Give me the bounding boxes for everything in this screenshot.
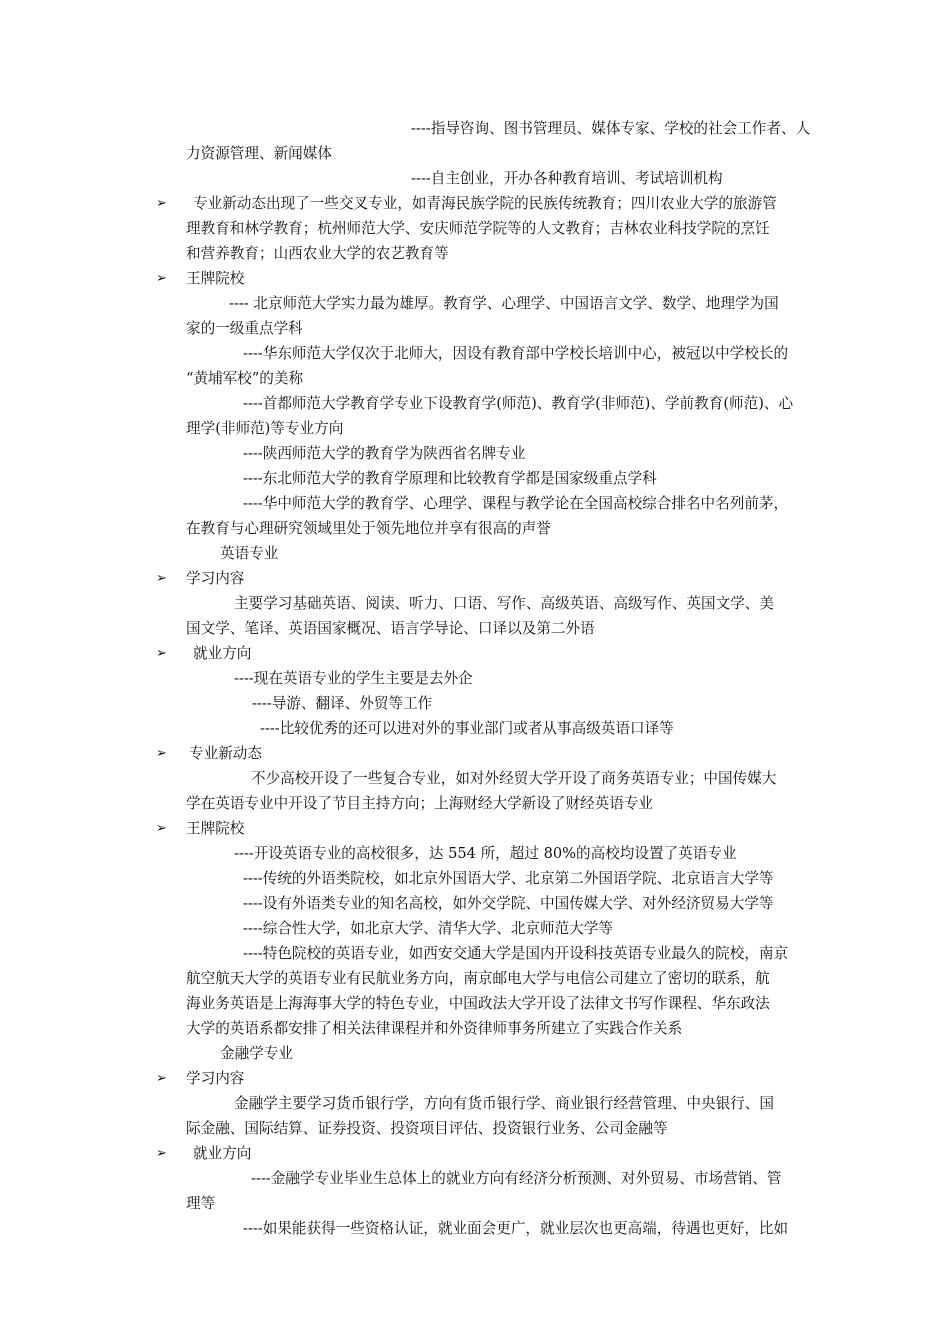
text-line: ----华东师范大学仅次于北师大，因设有教育部中学校长培训中心，被冠以中学校长的 (243, 345, 789, 362)
section-title: 就业方向 (193, 1145, 252, 1162)
bullet-arrow-icon: ➢ (156, 1146, 167, 1161)
text-line: 学在英语专业中开设了节目主持方向；上海财经大学新设了财经英语专业 (186, 795, 654, 812)
text-line: 在教育与心理研究领域里处于领先地位并享有很高的声誉 (186, 520, 551, 537)
text-line: ----开设英语专业的高校很多，达 554 所，超过 80%的高校均设置了英语专业 (234, 845, 737, 862)
text-line: 和营养教育；山西农业大学的农艺教育等 (186, 245, 449, 262)
text-line: 大学的英语系都安排了相关法律课程并和外资律师事务所建立了实践合作关系 (186, 1020, 683, 1037)
bullet-arrow-icon: ➢ (156, 646, 167, 661)
text-line: 不少高校开设了一些复合专业，如对外经贸大学开设了商务英语专业；中国传媒大 (251, 770, 777, 787)
bullet-arrow-icon: ➢ (156, 196, 167, 211)
text-line: ----比较优秀的还可以进对外的事业部门或者从事高级英语口译等 (260, 720, 674, 737)
section-title: 王牌院校 (186, 820, 245, 837)
text-line: 国文学、笔译、英语国家概况、语言学导论、口译以及第二外语 (186, 620, 595, 637)
section-title: 学习内容 (186, 570, 245, 587)
text-line: 金融学主要学习货币银行学，方向有货币银行学、商业银行经营管理、中央银行、国 (234, 1095, 774, 1112)
text-line: 航空航天大学的英语专业有民航业务方向，南京邮电大学与电信公司建立了密切的联系，航 (186, 970, 770, 987)
section-title: 王牌院校 (186, 270, 245, 287)
text-line: 专业新动态出现了一些交叉专业，如青海民族学院的民族传统教育；四川农业大学的旅游管 (193, 195, 777, 212)
text-line: ----华中师范大学的教育学、心理学、课程与教学论在全国高校综合排名中名列前茅， (243, 495, 789, 512)
text-line: 际金融、国际结算、证券投资、投资项目评估、投资银行业务、公司金融等 (186, 1120, 668, 1137)
text-line: 海业务英语是上海海事大学的特色专业，中国政法大学开设了法律文书写作课程、华东政法 (186, 995, 770, 1012)
text-line: 理教育和林学教育；杭州师范大学、安庆师范学院等的人文教育；吉林农业科技学院的烹饪 (186, 220, 770, 237)
bullet-arrow-icon: ➢ (156, 271, 167, 286)
text-line: ----传统的外语类院校，如北京外国语大学、北京第二外国语学院、北京语言大学等 (243, 870, 774, 887)
text-line: ----现在英语专业的学生主要是去外企 (234, 670, 473, 687)
text-line: ----东北师范大学的教育学原理和比较教育学都是国家级重点学科 (243, 470, 657, 487)
text-line: ----设有外语类专业的知名高校，如外交学院、中国传媒大学、对外经济贸易大学等 (243, 895, 774, 912)
text-line: ----如果能获得一些资格认证，就业面会更广，就业层次也更高端，待遇也更好，比如 (243, 1220, 789, 1237)
text-line: 主要学习基础英语、阅读、听力、口语、写作、高级英语、高级写作、英国文学、美 (234, 595, 774, 612)
bullet-arrow-icon: ➢ (156, 571, 167, 586)
text-line: 家的一级重点学科 (186, 320, 303, 337)
section-heading: 金融学专业 (220, 1045, 293, 1062)
text-line: 力资源管理、新闻媒体 (186, 145, 332, 162)
text-line: 理学(非师范)等专业方向 (186, 420, 344, 437)
bullet-arrow-icon: ➢ (156, 1071, 167, 1086)
text-line: ----金融学专业毕业生总体上的就业方向有经济分析预测、对外贸易、市场营销、管 (251, 1170, 782, 1187)
text-line: ----导游、翻译、外贸等工作 (252, 695, 433, 712)
text-line: ----特色院校的英语专业，如西安交通大学是国内开设科技英语专业最久的院校，南京 (243, 945, 789, 962)
section-title: 专业新动态 (189, 745, 262, 762)
text-line: ----陕西师范大学的教育学为陕西省名牌专业 (243, 445, 526, 462)
text-line: ----首都师范大学教育学专业下设教育学(师范)、教育学(非师范)、学前教育(师范)、心 (243, 395, 794, 412)
bullet-arrow-icon: ➢ (156, 821, 167, 836)
section-heading: 英语专业 (220, 545, 279, 562)
text-line: 理等 (186, 1195, 216, 1212)
text-line: ----自主创业，开办各种教育培训、考试培训机构 (411, 170, 723, 187)
bullet-arrow-icon: ➢ (156, 746, 167, 761)
text-line: ---- 北京师范大学实力最为雄厚。教育学、心理学、中国语言文学、数学、地理学为国 (229, 295, 779, 312)
section-title: 学习内容 (186, 1070, 245, 1087)
text-line: “黄埔军校”的美称 (186, 370, 304, 387)
section-title: 就业方向 (193, 645, 252, 662)
text-line: ----指导咨询、图书管理员、媒体专家、学校的社会工作者、人 (411, 120, 811, 137)
text-line: ----综合性大学，如北京大学、清华大学、北京师范大学等 (243, 920, 613, 937)
